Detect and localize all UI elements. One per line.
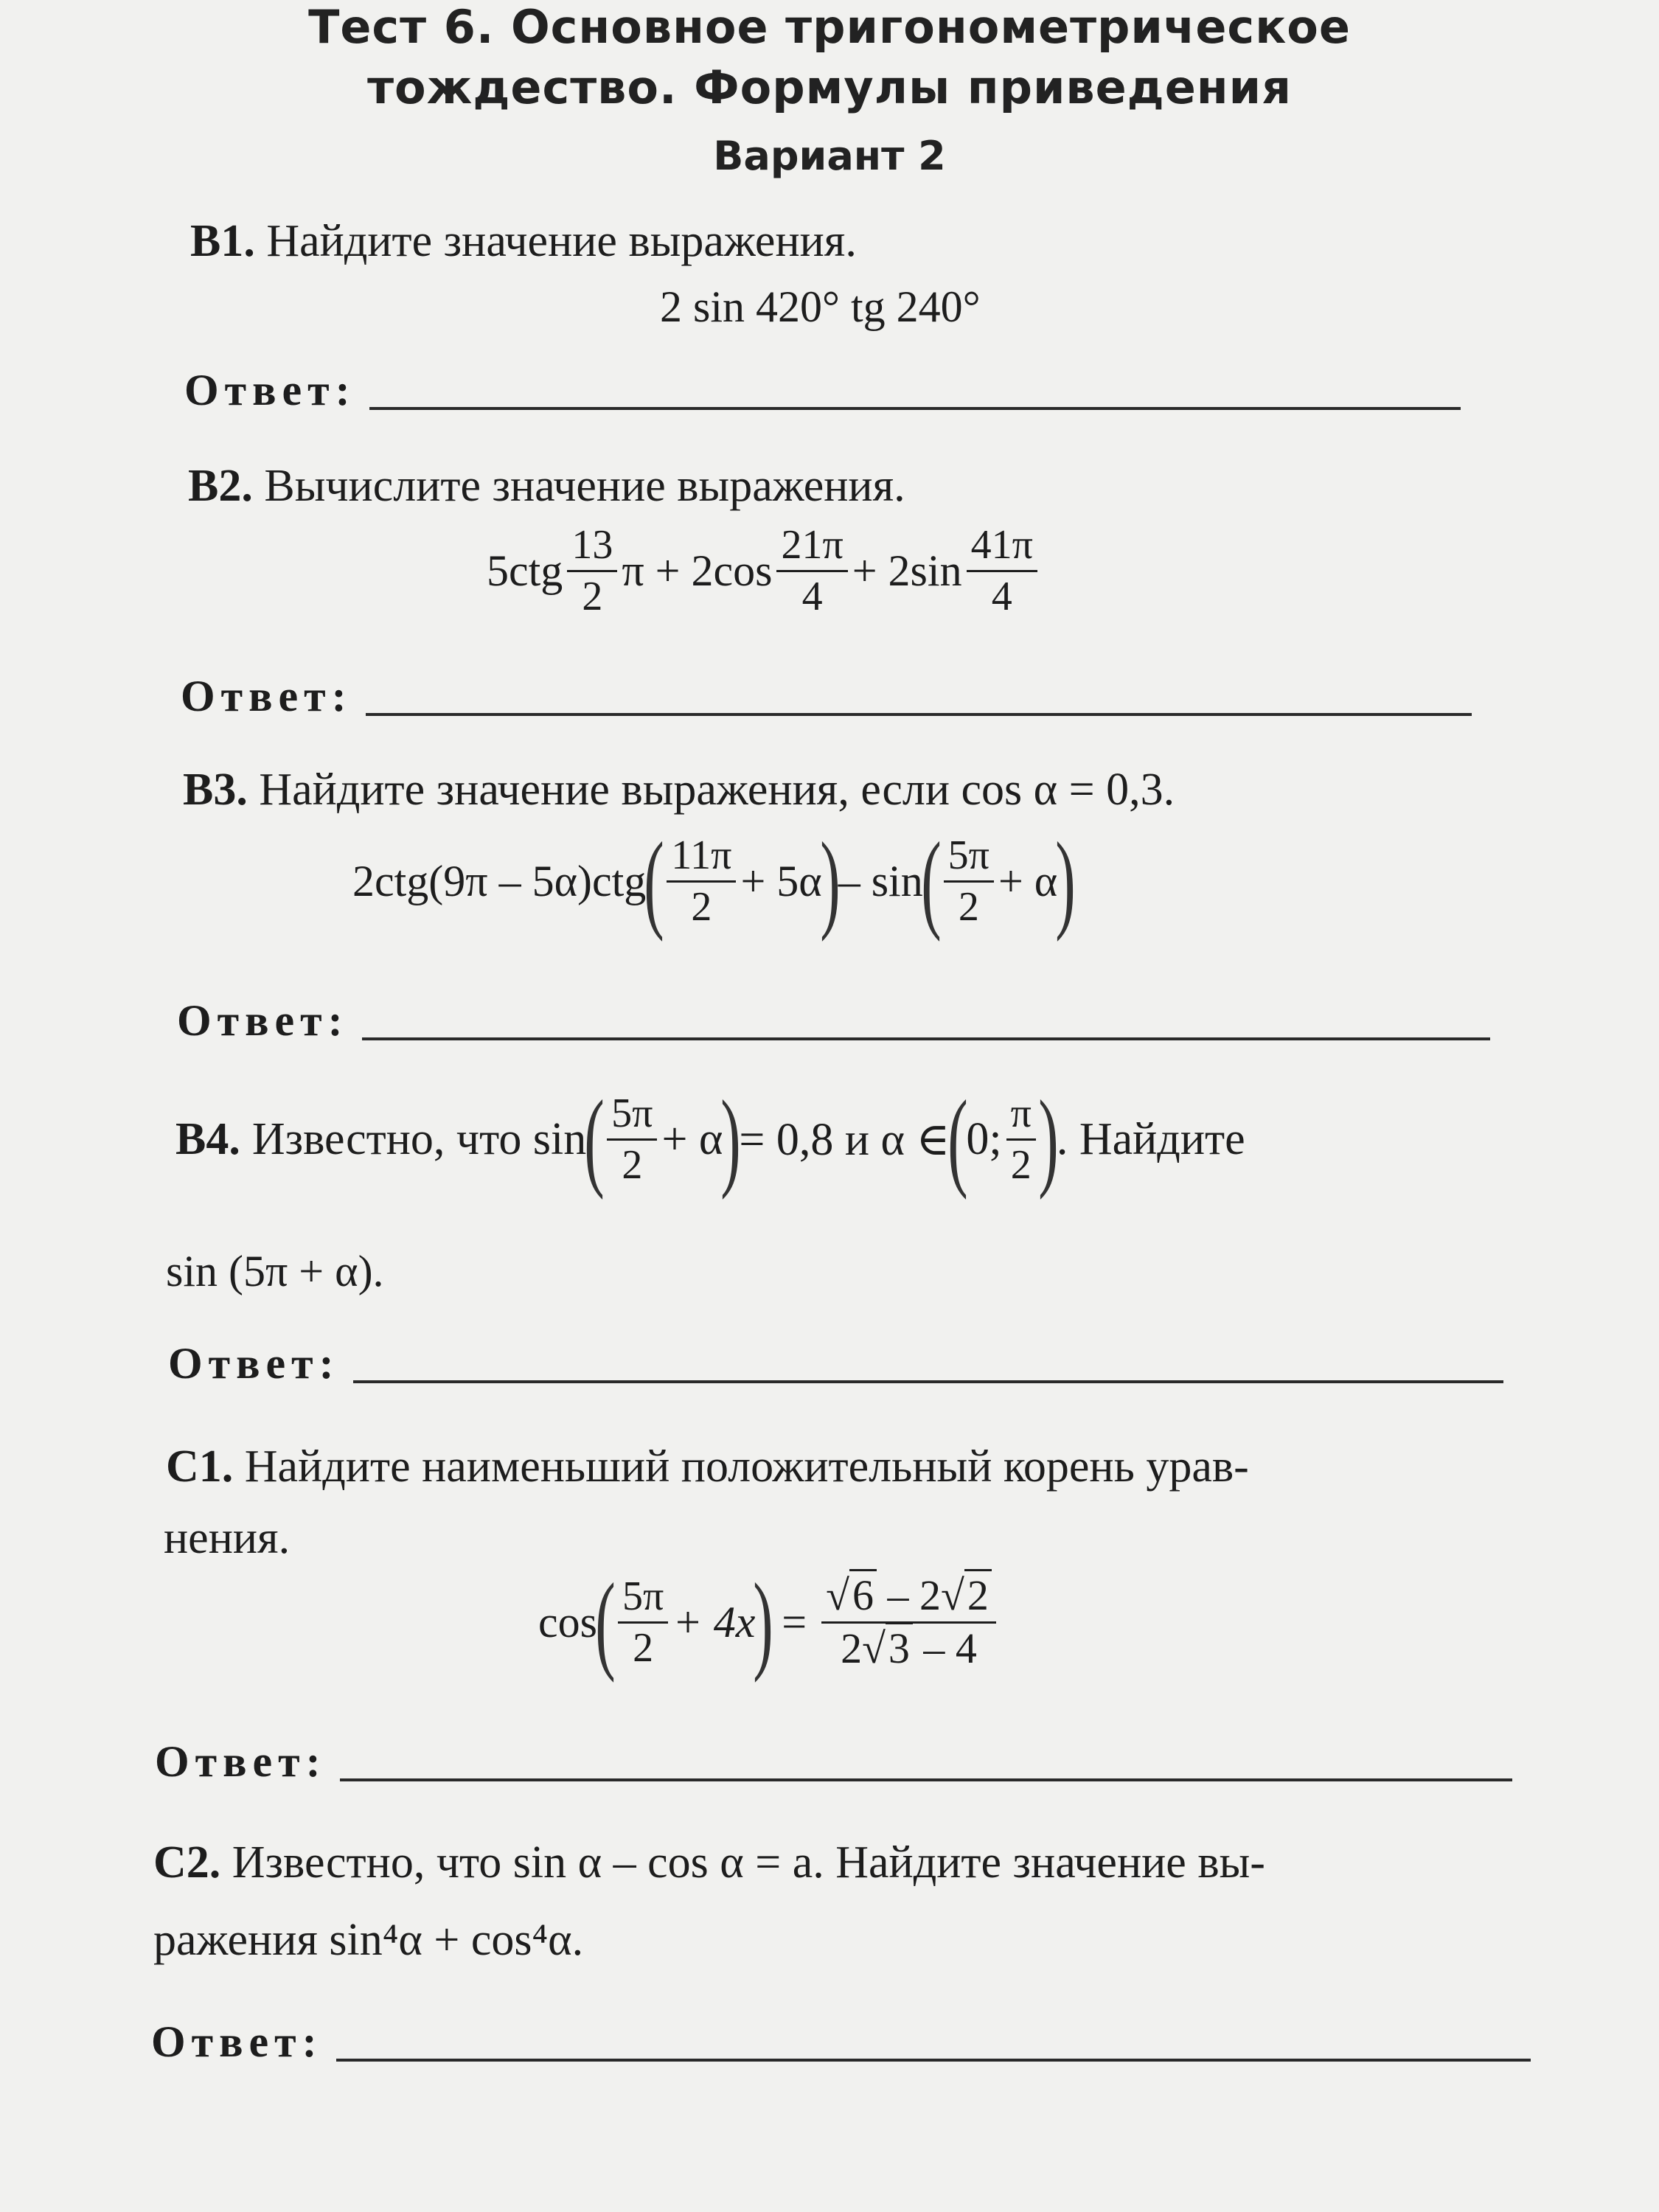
fraction [567, 524, 617, 619]
fraction-numerator: 21π [776, 524, 847, 572]
answer-line[interactable] [366, 713, 1472, 716]
answer-label: Ответ: [177, 996, 349, 1045]
expr-text: – 2 [887, 1571, 941, 1619]
answer-label: Ответ: [151, 2017, 323, 2066]
left-paren: ( [584, 1078, 605, 1200]
task-b4-heading [175, 1078, 1245, 1200]
expr-text: + α [998, 856, 1058, 905]
right-paren: ) [1038, 1078, 1059, 1200]
sqrt: √6 [826, 1573, 877, 1618]
variant-heading: Вариант 2 [713, 133, 946, 179]
sqrt: √2 [941, 1573, 992, 1618]
task-b1-expression: 2 sin 420° tg 240° [660, 282, 981, 331]
fraction-denominator: 2 [691, 883, 712, 930]
answer-label: Ответ: [168, 1339, 340, 1388]
task-c1-text-line2: нения. [164, 1513, 291, 1563]
expr-text: = 0,8 и α ∈ [739, 1115, 950, 1165]
fraction-numerator: 11π [667, 834, 736, 883]
expr-text: + 2sin [852, 546, 962, 595]
sqrt: √3 [862, 1627, 913, 1672]
answer-field-b1[interactable] [184, 365, 1461, 416]
answer-field-c1[interactable] [155, 1736, 1512, 1787]
left-paren: ( [595, 1561, 616, 1683]
task-c2-label: С2. [153, 1837, 221, 1888]
task-c2-text-line2: ражения sin⁴α + cos⁴α. [153, 1915, 584, 1965]
fraction-denominator: 2 [582, 573, 603, 619]
page-title-line2: тождество. Формулы приведения [367, 60, 1292, 114]
fraction-numerator: 5π [618, 1575, 668, 1624]
answer-field-b3[interactable] [177, 995, 1490, 1046]
expr-text: 2 [841, 1624, 863, 1672]
task-c2-text: Известно, что sin α – cos α = a. Найдите значение вы- [232, 1837, 1265, 1888]
fraction [618, 1575, 668, 1670]
task-c1-text: Найдите наименьший положительный корень урав- [244, 1441, 1249, 1492]
radicand: 2 [964, 1569, 992, 1619]
equals-sign: = [782, 1597, 807, 1646]
radicand: 6 [849, 1569, 877, 1619]
fraction [967, 524, 1037, 619]
fraction [944, 834, 994, 929]
fraction [607, 1092, 657, 1187]
fraction-denominator: 2 [633, 1624, 654, 1671]
expr-text: + α [661, 1113, 723, 1164]
left-paren: ( [644, 820, 665, 942]
task-b2-expression [487, 524, 1042, 619]
task-b4-text: Известно, что sin [251, 1113, 587, 1164]
left-paren: ( [920, 820, 942, 942]
fraction-numerator: 5π [607, 1092, 657, 1141]
expr-text: π + 2cos [622, 546, 773, 595]
right-paren: ) [753, 1561, 774, 1683]
expr-text: + 5α [740, 856, 822, 905]
fraction-denominator: 2 [622, 1141, 643, 1188]
fraction-denominator: 4 [991, 573, 1012, 619]
task-b1-heading [190, 218, 857, 264]
task-c2-heading [153, 1837, 1265, 1888]
answer-line[interactable] [362, 1037, 1490, 1040]
left-paren: ( [947, 1078, 969, 1200]
task-b2-heading [188, 463, 905, 509]
fraction [776, 524, 847, 619]
expr-text: + 4x [672, 1597, 756, 1646]
fraction-numerator: 41π [967, 524, 1037, 572]
fraction [667, 834, 736, 929]
answer-line[interactable] [353, 1380, 1503, 1383]
task-b3-text: Найдите значение выражения, если cos α = 0,3. [259, 765, 1175, 815]
expr-text: 2ctg(9π – 5α)ctg [352, 856, 647, 905]
fraction-denominator: 2 [958, 883, 979, 930]
task-b1-text: Найдите значение выражения. [266, 216, 857, 266]
answer-line[interactable] [369, 407, 1461, 410]
right-paren: ) [819, 820, 841, 942]
answer-label: Ответ: [181, 672, 352, 720]
task-b3-heading [183, 767, 1175, 813]
fraction-denominator [841, 1624, 977, 1672]
task-b1-label: В1. [190, 216, 255, 266]
task-b4-label: В4. [175, 1113, 240, 1164]
fraction-numerator: 5π [944, 834, 994, 883]
answer-field-c2[interactable] [151, 2017, 1531, 2067]
task-b3-expression [352, 820, 1076, 942]
task-b4-line2: sin (5π + α). [166, 1247, 384, 1295]
expr-text: 5ctg [487, 546, 563, 595]
fraction-numerator [821, 1573, 996, 1624]
answer-line[interactable] [340, 1778, 1512, 1781]
task-b2-text: Вычислите значение выражения. [264, 461, 905, 511]
expr-text: – sin [838, 856, 923, 905]
expr-text: 0; [966, 1113, 1002, 1164]
fraction-numerator: 13 [567, 524, 617, 572]
task-b4-text: . Найдите [1056, 1113, 1245, 1164]
fraction-numerator: π [1006, 1092, 1036, 1141]
answer-field-b4[interactable] [168, 1338, 1503, 1389]
radicand: 3 [886, 1622, 913, 1672]
fraction [821, 1573, 996, 1672]
fraction-denominator: 4 [801, 573, 823, 619]
expr-text: – 4 [923, 1624, 977, 1672]
right-paren: ) [720, 1078, 742, 1200]
answer-line[interactable] [336, 2059, 1531, 2062]
task-c1-label: С1. [166, 1441, 234, 1492]
right-paren: ) [1055, 820, 1076, 942]
fraction-denominator: 2 [1010, 1141, 1032, 1188]
task-b2-label: В2. [188, 461, 253, 511]
fraction [1006, 1092, 1036, 1187]
page-title-line1: Тест 6. Основное тригонометрическое [308, 0, 1351, 54]
answer-label: Ответ: [155, 1737, 327, 1786]
answer-field-b2[interactable] [181, 671, 1472, 722]
task-c1-expression [538, 1561, 1001, 1683]
task-c1-heading [166, 1441, 1249, 1492]
expr-text: cos [538, 1597, 597, 1646]
task-b3-label: В3. [183, 765, 248, 815]
answer-label: Ответ: [184, 366, 356, 414]
